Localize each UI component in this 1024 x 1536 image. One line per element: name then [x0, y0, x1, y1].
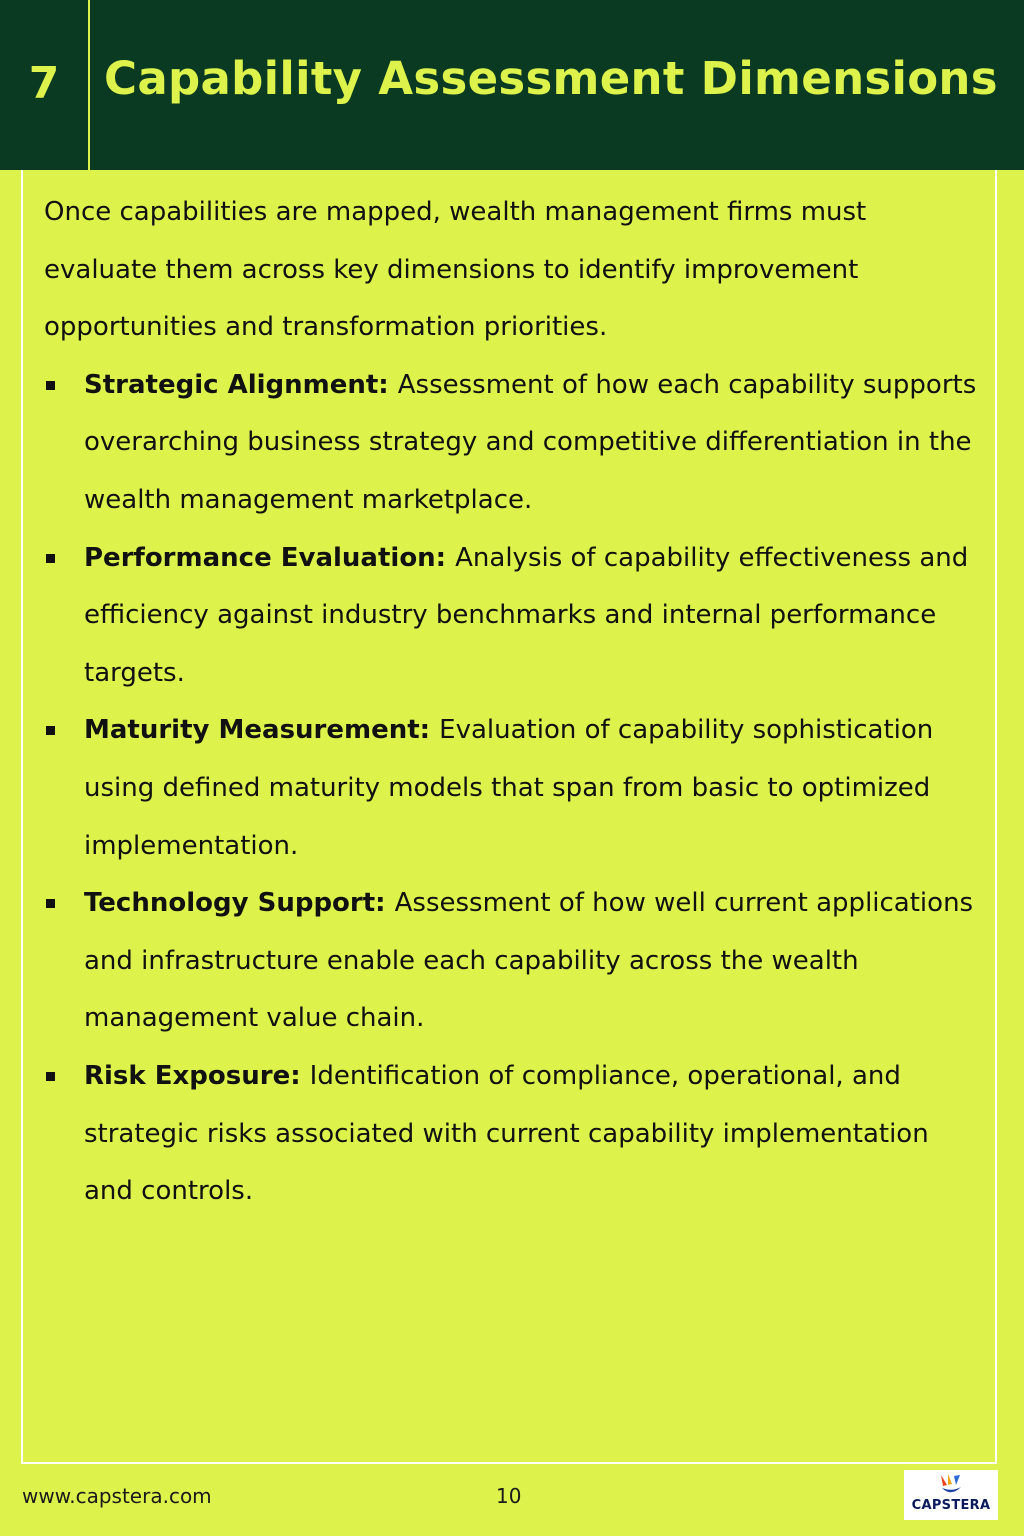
square-bullet-icon	[46, 381, 55, 390]
website-link[interactable]: www.capstera.com	[22, 1484, 212, 1508]
intro-paragraph: Once capabilities are mapped, wealth management firms must evaluate them across key dimensions to identify improvement opportunities and transformation priorities.	[44, 197, 867, 343]
square-bullet-icon	[46, 899, 55, 908]
dimension-term: Maturity Measurement:	[84, 715, 440, 746]
dimension-description: Analysis of capability effectiveness and efficiency against industry benchmarks and internal performance targets.	[84, 542, 969, 688]
dimension-term: Risk Exposure:	[84, 1060, 310, 1091]
page-number: 10	[496, 1484, 522, 1508]
dimension-term: Strategic Alignment:	[84, 369, 398, 400]
logo-wordmark: CAPSTERA	[911, 1498, 991, 1513]
list-item	[44, 357, 984, 530]
dimension-description: Evaluation of capability sophistication using defined maturity models that span from basic to optimized implementation.	[84, 715, 934, 861]
list-item	[44, 702, 984, 875]
dimension-description: Assessment of how well current applications and infrastructure enable each capability across the wealth management value chain.	[84, 888, 974, 1034]
square-bullet-icon	[46, 726, 55, 735]
section-number: 7	[28, 57, 60, 109]
capstera-logo	[904, 1470, 998, 1520]
dimension-description: Assessment of how each capability supports overarching business strategy and competitive differentiation in the wealth management marketplace.	[84, 369, 977, 515]
list-item	[44, 1048, 984, 1221]
content-body	[44, 184, 984, 1221]
logo-mark-icon	[938, 1473, 964, 1497]
header-divider	[88, 0, 90, 170]
list-item	[44, 875, 984, 1048]
square-bullet-icon	[46, 1072, 55, 1081]
dimension-term: Performance Evaluation:	[84, 542, 456, 573]
page-title: Capability Assessment Dimensions	[104, 52, 998, 105]
square-bullet-icon	[46, 554, 55, 563]
page-header	[0, 0, 1024, 170]
list-item	[44, 530, 984, 703]
dimension-description: Identification of compliance, operational, and strategic risks associated with current capability implementation and controls.	[84, 1060, 929, 1207]
dimension-list	[44, 357, 984, 1221]
dimension-term: Technology Support:	[84, 888, 395, 919]
